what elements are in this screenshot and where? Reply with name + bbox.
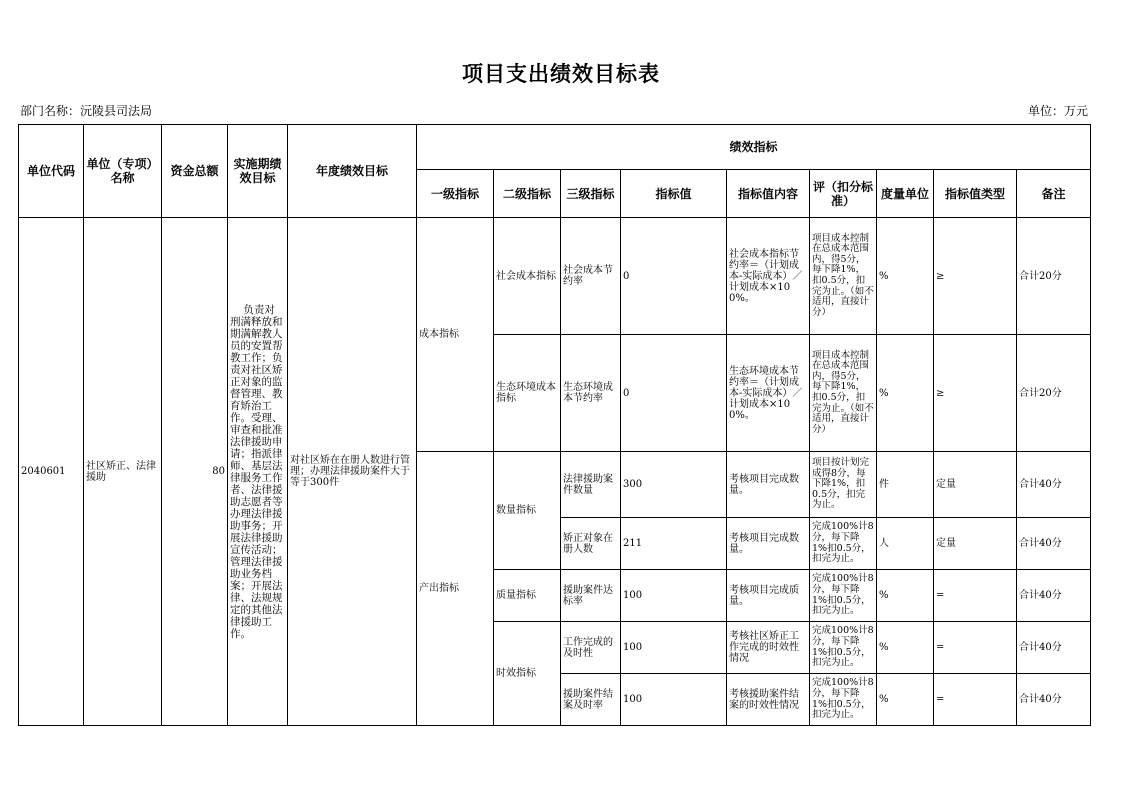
l3-cell: 矫正对象在册人数 (561, 518, 621, 570)
value-cell: 0 (621, 218, 727, 335)
header-value: 指标值 (621, 170, 727, 218)
l3-cell: 援助案件达标率 (561, 570, 621, 622)
measure-cell: % (877, 335, 934, 452)
score-cell: 完成100%计8分，每下降1%扣0.5分，扣完为止。 (810, 622, 877, 674)
content-cell: 社会成本指标节约率＝（计划成本-实际成本）／计划成本×100%。 (727, 218, 810, 335)
l3-cell: 援助案件结案及时率 (561, 674, 621, 726)
type-cell: 定量 (934, 518, 1017, 570)
l3-cell: 法律援助案件数量 (561, 452, 621, 518)
value-cell: 100 (621, 674, 727, 726)
page-title: 项目支出绩效目标表 (462, 61, 660, 86)
table-row (19, 218, 1091, 335)
type-cell: ≥ (934, 218, 1017, 335)
measure-cell: % (877, 218, 934, 335)
note-cell: 合计40分 (1017, 518, 1091, 570)
score-cell: 项目成本控制在总成本范围内，得5分，每下降1%，扣0.5分，扣完为止。（如不适用，直接计分） (810, 335, 877, 452)
type-cell: = (934, 622, 1017, 674)
header-score: 评（扣分标准） (810, 170, 877, 218)
header-total: 资金总额 (162, 125, 228, 218)
measure-cell: % (877, 674, 934, 726)
annual-goal-cell: 对社区矫在在册人数进行管理；办理法律援助案件大于等于300件 (288, 218, 417, 726)
l2-quantity-cell: 数量指标 (494, 452, 561, 570)
l2-social-cell: 社会成本指标 (494, 218, 561, 335)
measure-cell: 人 (877, 518, 934, 570)
l1-output-cell: 产出指标 (417, 452, 494, 726)
header-row-1 (19, 125, 1091, 170)
note-cell: 合计40分 (1017, 622, 1091, 674)
period-goal-cell: 负责对刑满释放和期满解教人员的安置帮教工作；负责对社区矫正对象的监督管理、教育矫治工作。受理、审查和批准法律援助申请；指派律师、基层法律服务工作者、法律援助志愿者等办理法律援助事务；开展法律援助宣传活动；管理法律援助业务档案；开展法律、法规规定的其他法律援助工作。 (228, 218, 288, 726)
value-cell: 100 (621, 570, 727, 622)
l1-cost-cell: 成本指标 (417, 218, 494, 452)
type-cell: = (934, 570, 1017, 622)
header-l2: 二级指标 (494, 170, 561, 218)
type-cell: 定量 (934, 452, 1017, 518)
score-cell: 项目成本控制在总成本范围内，得5分，每下降1%，扣0.5分，扣完为止。（如不适用，直接计分） (810, 218, 877, 335)
value-cell: 211 (621, 518, 727, 570)
unit-name-cell: 社区矫正、法律援助 (84, 218, 162, 726)
header-code: 单位代码 (19, 125, 84, 218)
note-cell: 合计20分 (1017, 335, 1091, 452)
header-annual-goal: 年度绩效目标 (288, 125, 417, 218)
total-funds-cell: 80 (162, 218, 228, 726)
content-cell: 生态环境成本节约率＝（计划成本-实际成本）／计划成本×100%。 (727, 335, 810, 452)
content-cell: 考核项目完成数量。 (727, 452, 810, 518)
score-cell: 完成100%计8分，每下降1%扣0.5分，扣完为止。 (810, 518, 877, 570)
content-cell: 考核项目完成质量。 (727, 570, 810, 622)
l3-cell: 工作完成的及时性 (561, 622, 621, 674)
note-cell: 合计40分 (1017, 674, 1091, 726)
header-content: 指标值内容 (727, 170, 810, 218)
header-measure: 度量单位 (877, 170, 934, 218)
note-cell: 合计40分 (1017, 570, 1091, 622)
l2-eco-cell: 生态环境成本指标 (494, 335, 561, 452)
note-cell: 合计40分 (1017, 452, 1091, 518)
note-cell: 合计20分 (1017, 218, 1091, 335)
value-cell: 300 (621, 452, 727, 518)
score-cell: 项目按计划完成得8分，每下降1%，扣0.5分，扣完为止。 (810, 452, 877, 518)
content-cell: 考核援助案件结案的时效性情况 (727, 674, 810, 726)
l2-quality-cell: 质量指标 (494, 570, 561, 622)
header-l1: 一级指标 (417, 170, 494, 218)
type-cell: ≥ (934, 335, 1017, 452)
department-name: 部门名称：沅陵县司法局 (20, 104, 153, 118)
measure-cell: % (877, 622, 934, 674)
value-cell: 100 (621, 622, 727, 674)
header-type: 指标值类型 (934, 170, 1017, 218)
content-cell: 考核项目完成数量。 (727, 518, 810, 570)
content-cell: 考核社区矫正工作完成的时效性情况 (727, 622, 810, 674)
header-indicators: 绩效指标 (417, 125, 1091, 170)
header-note: 备注 (1017, 170, 1091, 218)
score-cell: 完成100%计8分，每下降1%扣0.5分，扣完为止。 (810, 674, 877, 726)
measure-cell: 件 (877, 452, 934, 518)
measure-cell: % (877, 570, 934, 622)
currency-unit: 单位：万元 (1027, 104, 1088, 118)
l3-cell: 生态环境成本节约率 (561, 335, 621, 452)
header-name: 单位（专项）名称 (84, 125, 162, 218)
value-cell: 0 (621, 335, 727, 452)
l3-cell: 社会成本节约率 (561, 218, 621, 335)
unit-code-cell: 2040601 (19, 218, 84, 726)
type-cell: = (934, 674, 1017, 726)
header-period-goal: 实施期绩效目标 (228, 125, 288, 218)
performance-target-table (18, 124, 1091, 726)
header-l3: 三级指标 (561, 170, 621, 218)
score-cell: 完成100%计8分，每下降1%扣0.5分，扣完为止。 (810, 570, 877, 622)
l2-timeliness-cell: 时效指标 (494, 622, 561, 726)
